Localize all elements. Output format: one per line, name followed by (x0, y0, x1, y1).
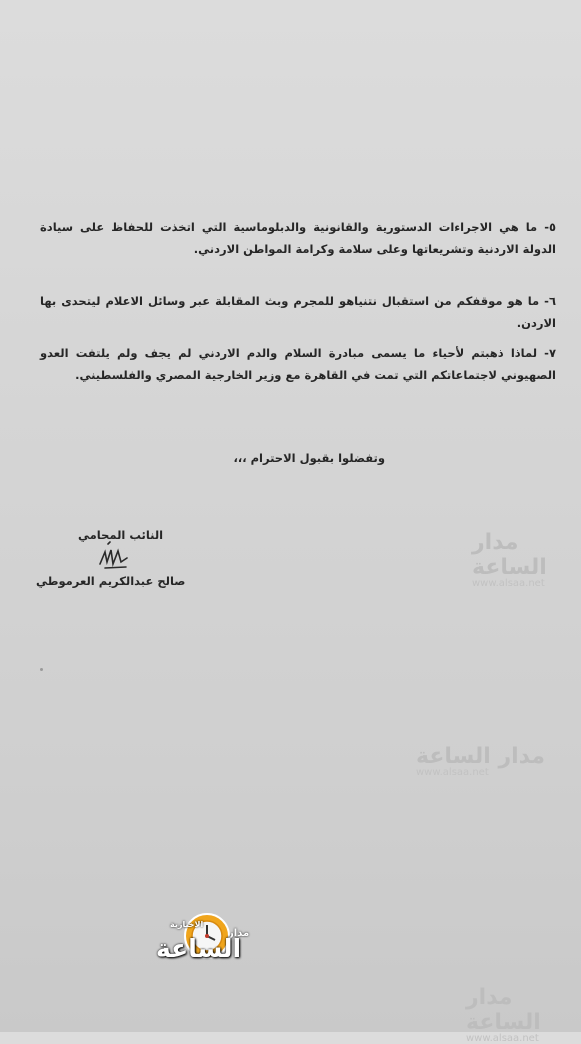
question-item-6: ٦- ما هو موقفكم من استقبال نتنياهو للمجرم وبث المقابلة عبر وسائل الاعلام ليتحدى بها الاردن. (40, 294, 556, 330)
closing-line: وتفضلوا بقبول الاحترام ،،، (233, 451, 385, 465)
question-item-7: ٧- لماذا ذهبتم لأحياء ما يسمى مبادرة السلام والدم الاردني لم يجف ولم يلتفت العدو الصهيوني لاجتماعاتكم التي تمت في القاهرة مع وزير الخارجية المصري والفلسطيني. (40, 346, 556, 382)
watermark-1: مدار الساعة www.alsaa.net (472, 530, 547, 589)
signatory-title: النائب المحامي (78, 528, 164, 542)
watermark-3: مدار الساعة www.alsaa.net (466, 985, 541, 1044)
logo-subtitle: الاخبارية (170, 920, 204, 929)
signatory-name: صالح عبدالكريم العرموطي (36, 574, 186, 588)
logo-title: الساعة (156, 934, 242, 963)
logo-brand: مدار (228, 928, 250, 939)
paper-speck (40, 668, 43, 671)
question-item-5: ٥- ما هي الاجراءات الدستورية والقانونية والدبلوماسية التي اتخذت للحفاظ على سيادة الدولة الاردنية وتشريعاتها وعلى سلامة وكرامة المواطن الاردني. (40, 220, 556, 256)
handwritten-signature (96, 538, 136, 572)
watermark-2: مدار الساعة www.alsaa.net (416, 744, 546, 778)
